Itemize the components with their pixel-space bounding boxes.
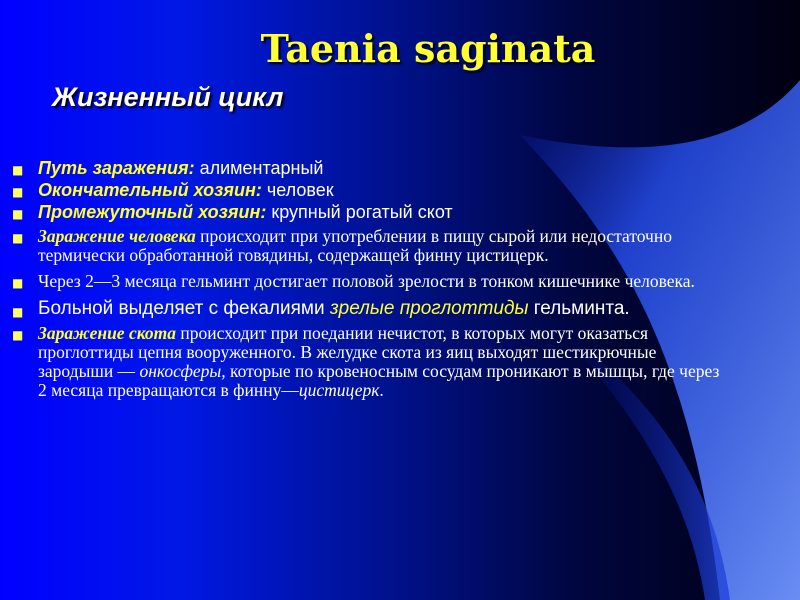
square-bullet-icon: ■ [12, 328, 24, 342]
square-bullet-icon: ■ [12, 163, 24, 177]
item-highlight: зрелые проглоттиды [329, 298, 529, 319]
square-bullet-icon: ■ [12, 231, 24, 245]
item-label: Заражение человека [38, 226, 196, 246]
list-item [12, 157, 724, 179]
slide-subtitle: Жизненный цикл [52, 82, 284, 112]
item-label: Промежуточный хозяин: [38, 202, 267, 222]
item-text: Через 2—3 месяца гельминт достигает половой зрелости в тонком кишечнике человека. [38, 271, 695, 291]
list-item [12, 297, 724, 321]
square-bullet-icon: ■ [12, 185, 24, 199]
item-text: гельминта. [528, 298, 630, 319]
square-bullet-icon: ■ [12, 276, 24, 290]
item-text: которые по кровеносным сосудам проникают в мышцы, где через 2 месяца превращаются в финну— [38, 361, 720, 400]
item-emphasis: цистицерк [298, 380, 380, 400]
list-item [12, 179, 724, 201]
item-text: человек [261, 180, 334, 200]
square-bullet-icon: ■ [12, 305, 24, 319]
item-text: алиментарный [194, 158, 324, 178]
item-label: Заражение скота [38, 323, 177, 343]
item-emphasis: онкосферы, [139, 361, 226, 381]
square-bullet-icon: ■ [12, 207, 24, 221]
slide-title: Taenia saginata [260, 26, 596, 71]
item-label: Окончательный хозяин: [38, 180, 262, 200]
item-text: . [379, 380, 384, 400]
item-text: Больной выделяет с фекалиями [38, 298, 330, 319]
bullet-list [12, 157, 724, 400]
list-item [12, 324, 724, 400]
list-item [12, 227, 724, 265]
item-label: Путь заражения: [38, 158, 195, 178]
list-item [12, 201, 724, 223]
item-text: происходит при поедании нечистот, в которых могут оказаться проглоттиды цепня вооруженного. В желудке скота из яиц выходят шестикрючные зародыши — [38, 323, 657, 381]
item-text: крупный рогатый скот [266, 202, 453, 222]
item-text: происходит при употреблении в пищу сырой или недостаточно термически обработанной говядины, содержащей финну цистицерк. [38, 226, 672, 265]
list-item [12, 272, 724, 291]
